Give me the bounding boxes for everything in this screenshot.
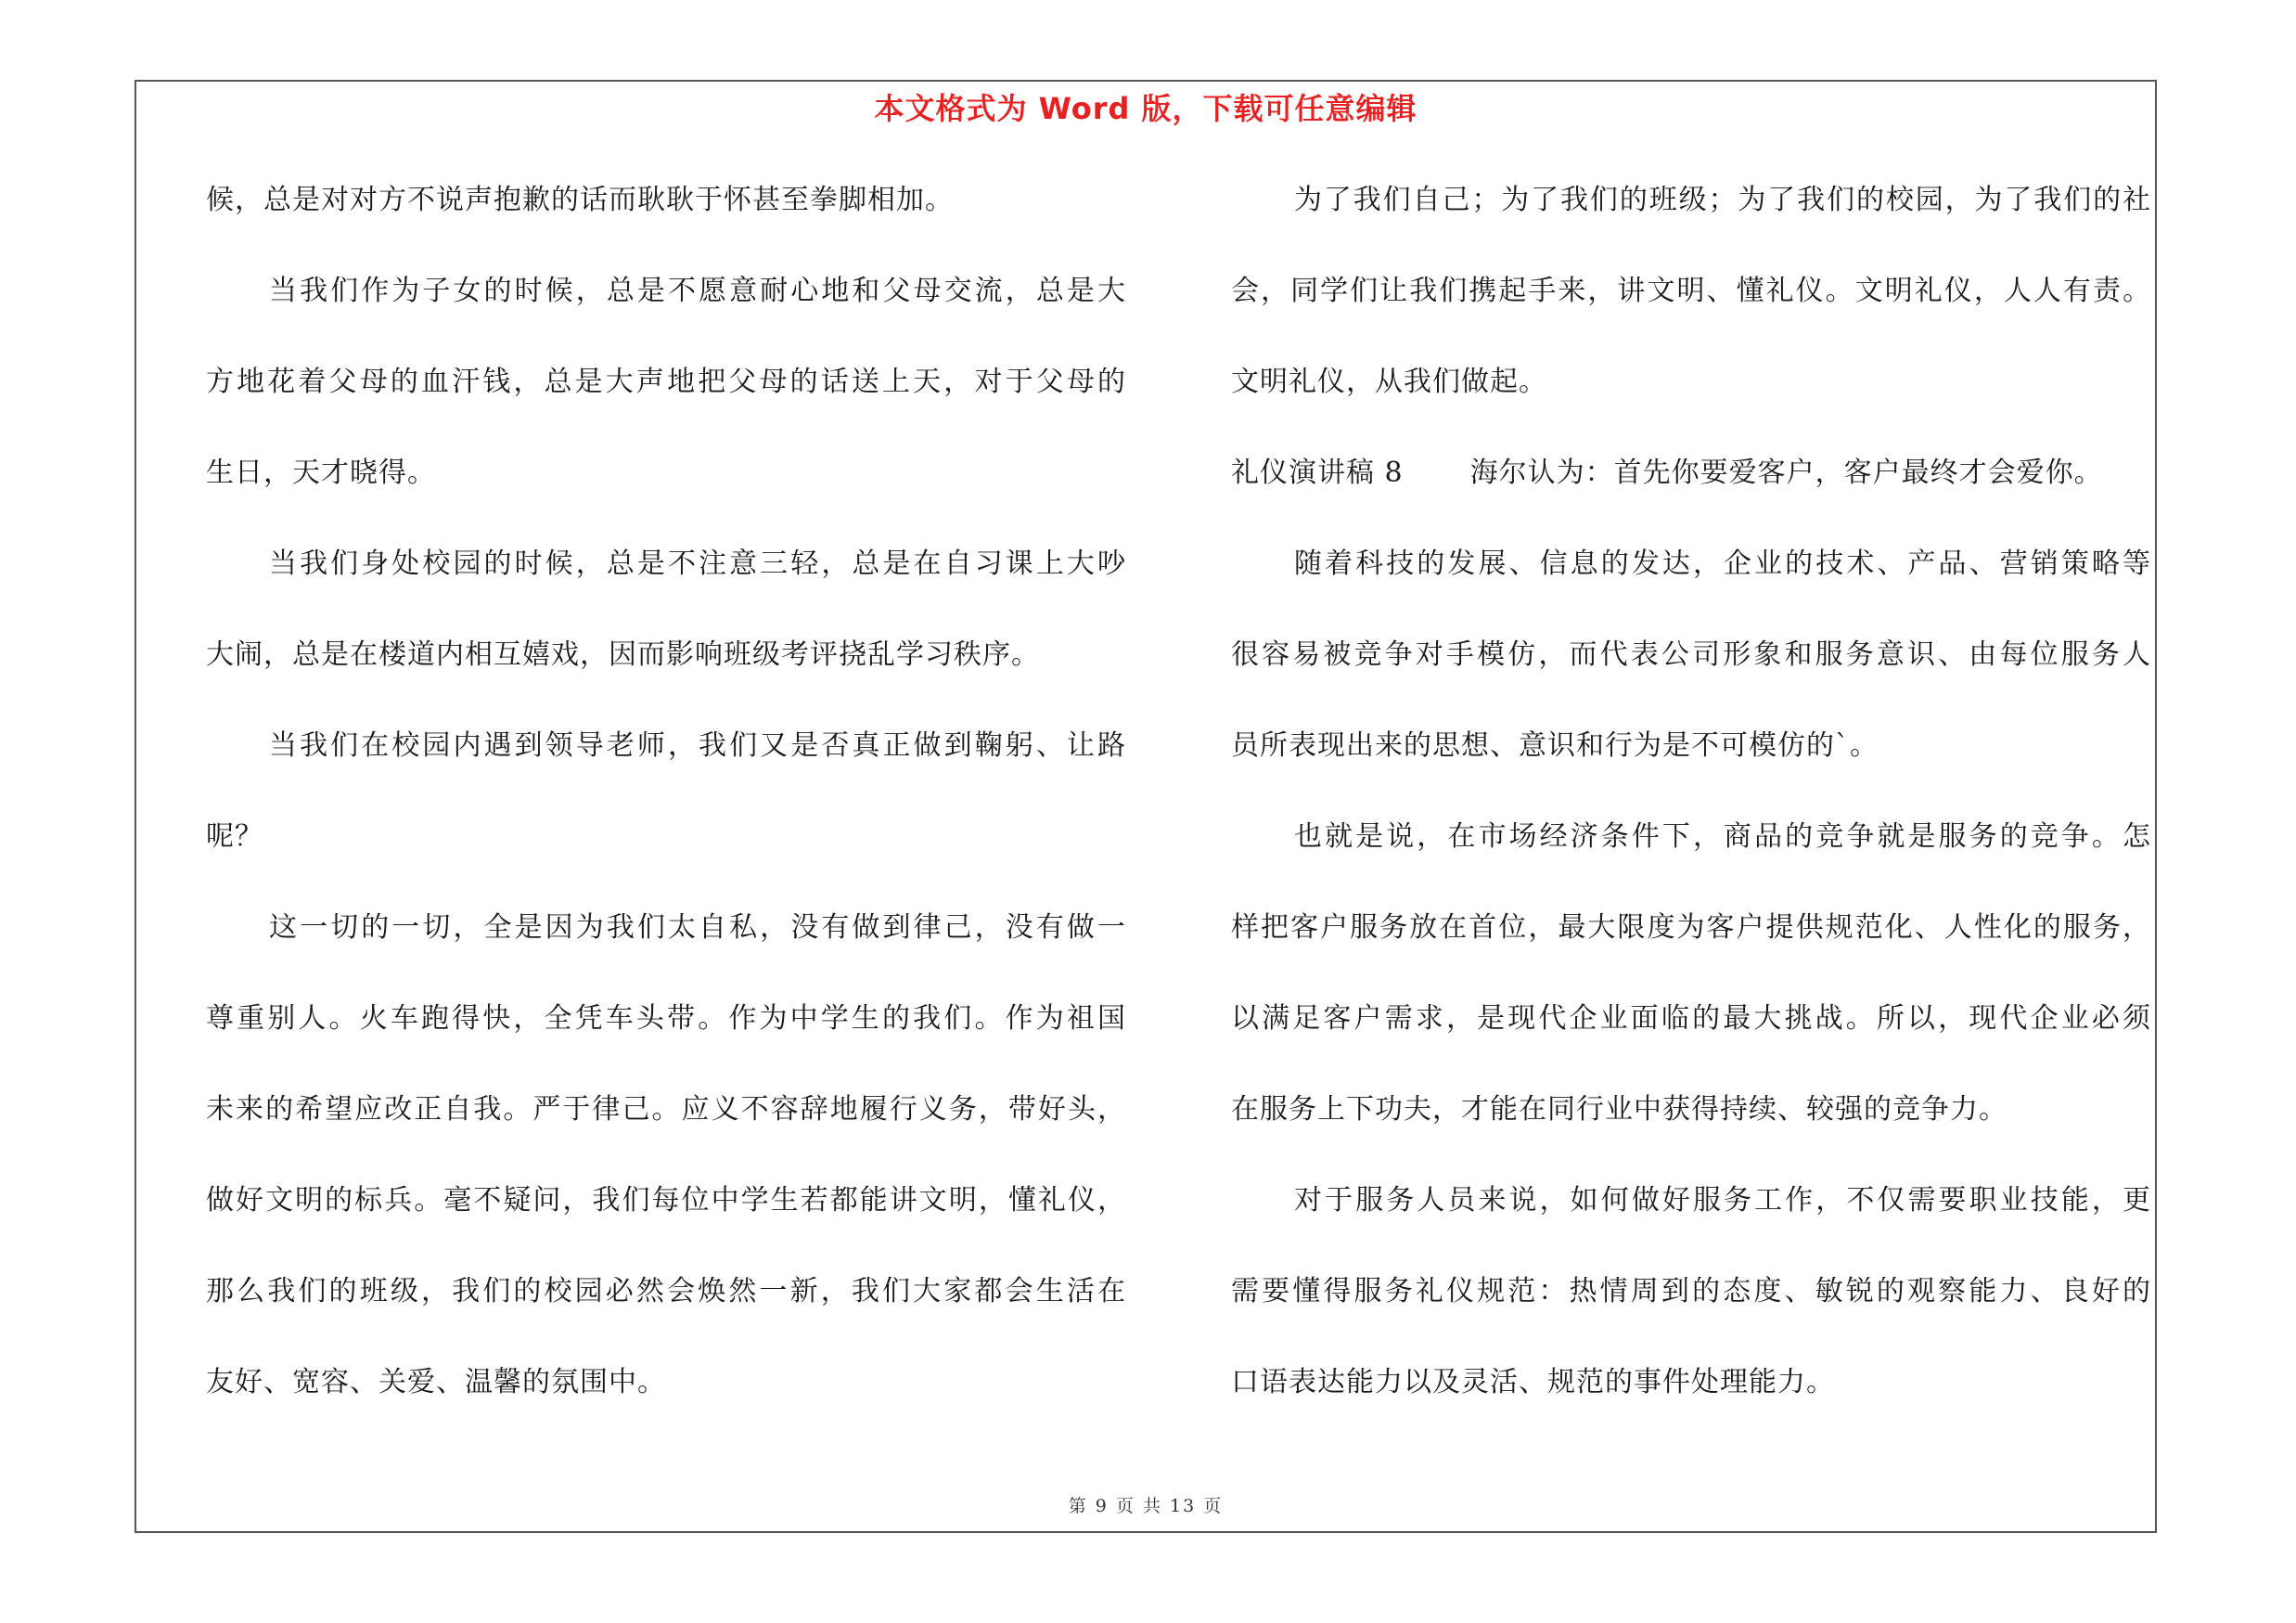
text-line — [1231, 637, 2151, 728]
paragraph-text: 为了我们自己；为了我们的班级；为了我们的校园，为了我们的社 — [1294, 184, 2151, 216]
text-line — [206, 728, 1126, 818]
text-line — [206, 546, 1126, 637]
paragraph-text: 当我们作为子女的时候，总是不愿意耐心地和父母交流，总是大 — [269, 275, 1126, 307]
paragraph-text: 需要懂得服务礼仪规范：热情周到的态度、敏锐的观察能力、良好的 — [1231, 1275, 2151, 1307]
right-text-column — [1231, 182, 2151, 1455]
text-line — [206, 182, 1126, 273]
text-line — [1231, 909, 2151, 1000]
text-line — [1231, 728, 2151, 818]
word-format-banner: 本文格式为 Word 版，下载可任意编辑 — [874, 91, 1417, 126]
text-line — [1231, 364, 2151, 455]
paragraph-text: 方地花着父母的血汗钱，总是大声地把父母的话送上天，对于父母的 — [206, 366, 1126, 398]
text-line — [206, 637, 1126, 728]
paragraph-text: 友好、宽容、关爱、温馨的氛围中。 — [206, 1366, 666, 1398]
text-line — [206, 455, 1126, 546]
text-line — [206, 1364, 1126, 1455]
paragraph-text: 做好文明的标兵。毫不疑问，我们每位中学生若都能讲文明，懂礼仪， — [206, 1184, 1126, 1217]
paragraph-text: 文明礼仪，从我们做起。 — [1231, 366, 1547, 398]
paragraph-text: 候，总是对对方不说声抱歉的话而耿耿于怀甚至拳脚相加。 — [206, 184, 954, 216]
paragraph-text: 这一切的一切，全是因为我们太自私，没有做到律己，没有做一 — [269, 911, 1126, 944]
paragraph-text: 未来的希望应改正自我。严于律己。应义不容辞地履行义务，带好头， — [206, 1093, 1126, 1126]
paragraph-text: 当我们身处校园的时候，总是不注意三轻，总是在自习课上大吵 — [269, 547, 1126, 580]
text-line — [1231, 1273, 2151, 1364]
text-line — [1231, 1000, 2151, 1091]
paragraph-text: 大闹，总是在楼道内相互嬉戏，因而影响班级考评挠乱学习秩序。 — [206, 638, 1040, 671]
text-line — [206, 1182, 1126, 1273]
text-line — [206, 364, 1126, 455]
paragraph-text: 生日，天才晓得。 — [206, 457, 436, 489]
paragraph-text: 尊重别人。火车跑得快，全凭车头带。作为中学生的我们。作为祖国 — [206, 1002, 1126, 1035]
text-line — [1231, 1364, 2151, 1455]
text-line — [206, 1273, 1126, 1364]
text-line — [206, 818, 1126, 909]
text-line — [1231, 1182, 2151, 1273]
text-line — [206, 273, 1126, 364]
paragraph-text: 会，同学们让我们携起手来，讲文明、懂礼仪。文明礼仪，人人有责。 — [1231, 275, 2151, 307]
paragraph-text: 随着科技的发展、信息的发达，企业的技术、产品、营销策略等 — [1294, 547, 2151, 580]
paragraph-text: 口语表达能力以及灵活、规范的事件处理能力。 — [1231, 1366, 1835, 1398]
paragraph-text: 在服务上下功夫，才能在同行业中获得持续、较强的竞争力。 — [1231, 1093, 2007, 1126]
text-line — [1231, 818, 2151, 909]
paragraph-text: 员所表现出来的思想、意识和行为是不可模仿的`。 — [1231, 729, 1879, 762]
paragraph-text: 海尔认为：首先你要爱客户，客户最终才会爱你。 — [1469, 457, 2103, 489]
paragraph-text: 很容易被竞争对手模仿，而代表公司形象和服务意识、由每位服务人 — [1231, 638, 2151, 671]
paragraph-text: 样把客户服务放在首位，最大限度为客户提供规范化、人性化的服务， — [1231, 911, 2151, 944]
section-heading: 礼仪演讲稿 8 — [1231, 457, 1404, 489]
paragraph-text: 以满足客户需求，是现代企业面临的最大挑战。所以，现代企业必须 — [1231, 1002, 2151, 1035]
text-line — [206, 1091, 1126, 1182]
text-line — [1231, 273, 2151, 364]
paragraph-text: 呢？ — [206, 820, 263, 853]
text-line — [1231, 1091, 2151, 1182]
page-number-footer: 第 9 页 共 13 页 — [1068, 1496, 1224, 1516]
text-line — [1231, 455, 2151, 546]
paragraph-text: 那么我们的班级，我们的校园必然会焕然一新，我们大家都会生活在 — [206, 1275, 1126, 1307]
paragraph-text: 对于服务人员来说，如何做好服务工作，不仅需要职业技能，更 — [1294, 1184, 2151, 1217]
text-line — [1231, 182, 2151, 273]
text-line — [206, 909, 1126, 1000]
text-line — [206, 1000, 1126, 1091]
text-line — [1231, 546, 2151, 637]
left-text-column — [206, 182, 1126, 1455]
paragraph-text: 也就是说，在市场经济条件下，商品的竞争就是服务的竞争。怎 — [1294, 820, 2151, 853]
paragraph-text: 当我们在校园内遇到领导老师，我们又是否真正做到鞠躬、让路 — [269, 729, 1126, 762]
